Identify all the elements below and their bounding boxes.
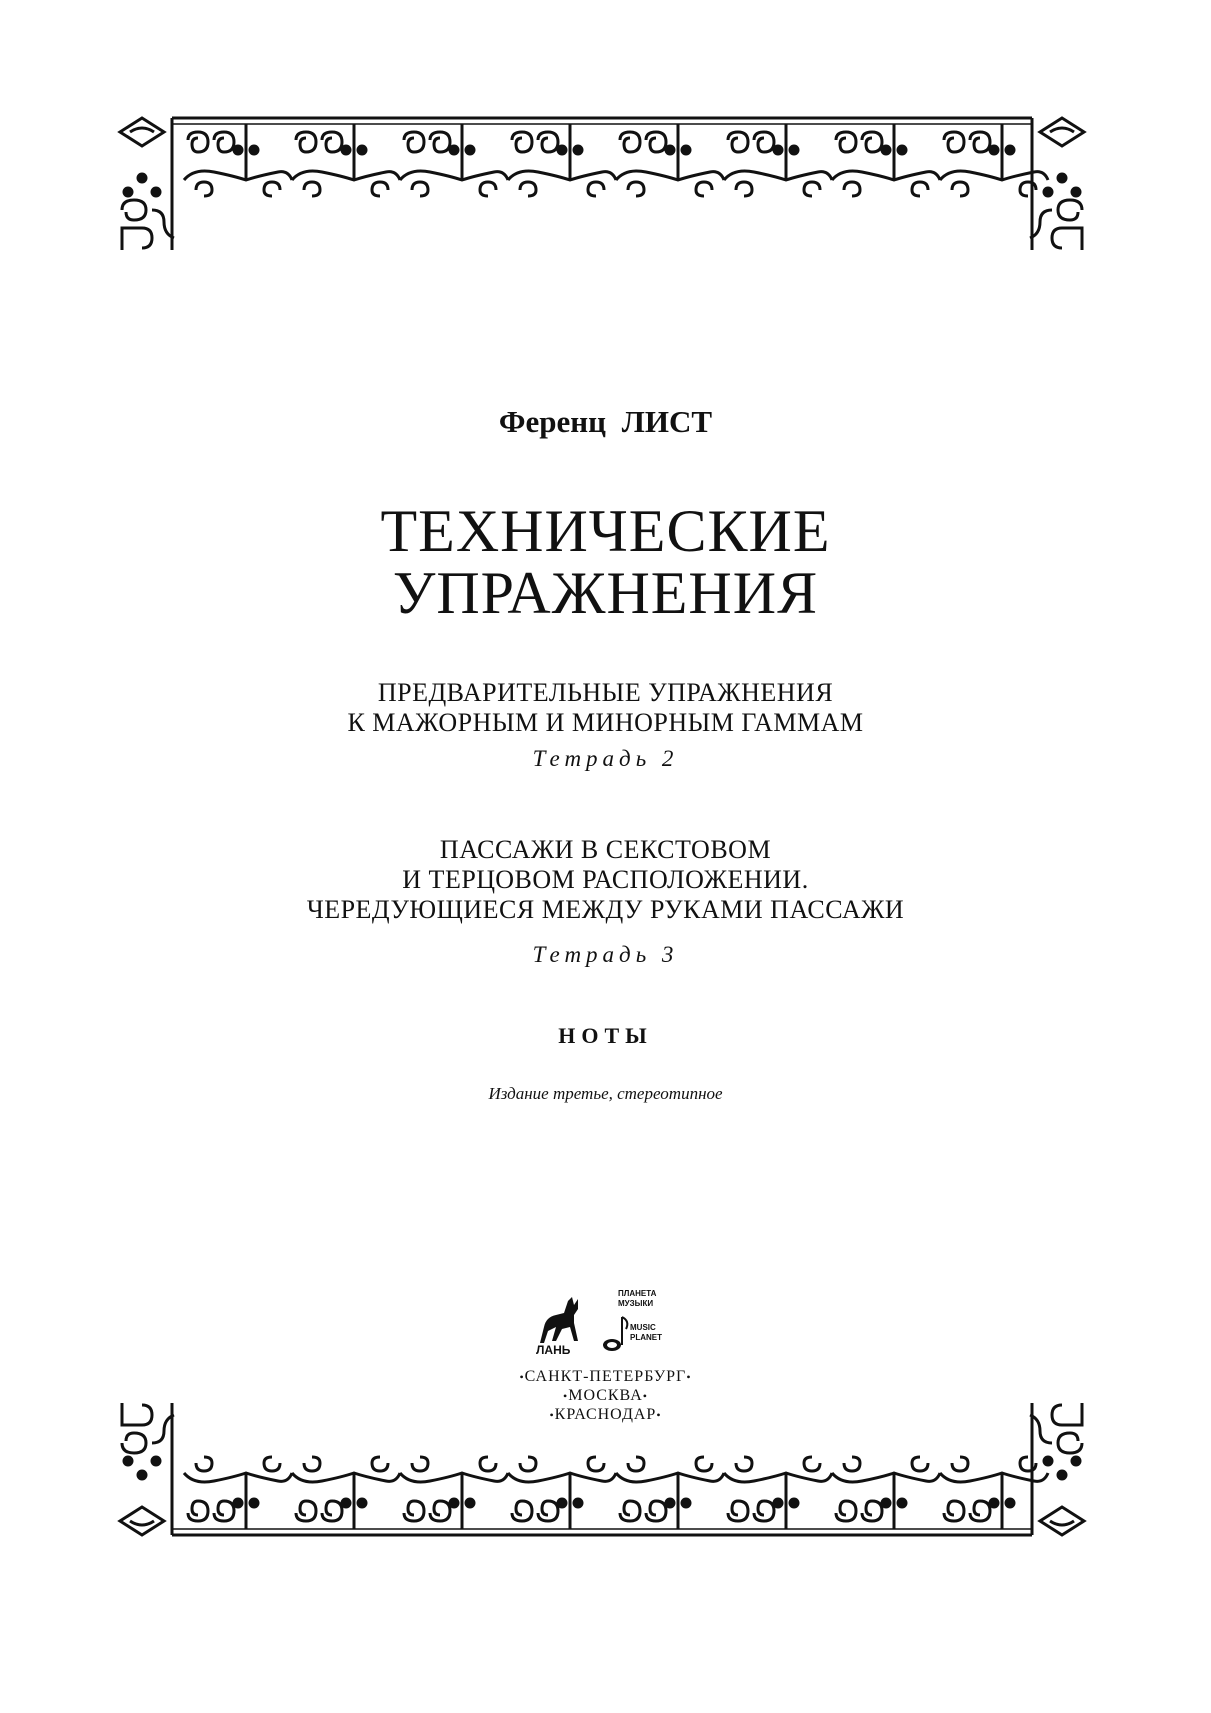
main-title-line-2: УПРАЖНЕНИЯ (392, 560, 819, 626)
separator-dot: • (656, 1408, 662, 1422)
city-st-petersburg (0, 1367, 1211, 1387)
notebook-3-label: Тетрадь 3 (532, 942, 679, 967)
ornament-scroll-row (184, 1457, 1048, 1529)
section-2-line-2: И ТЕРЦОВОМ РАСПОЛОЖЕНИИ. (402, 865, 809, 894)
logo-lan-text: ЛАНЬ (536, 1343, 571, 1357)
publisher-logo (534, 1287, 674, 1363)
separator-dot: • (563, 1389, 569, 1403)
top-ornament-icon (112, 110, 1092, 260)
section-2-title (0, 835, 1211, 925)
bottom-ornament-icon (112, 1393, 1092, 1543)
logo-planet-en-line-2: PLANET (630, 1333, 662, 1342)
separator-dot: • (519, 1370, 525, 1384)
edition-note: Издание третье, стереотипное (488, 1084, 723, 1103)
main-title-line-1: ТЕХНИЧЕСКИЕ (380, 498, 831, 564)
separator-dot: • (686, 1370, 692, 1384)
logo-planet-en (630, 1323, 662, 1343)
section-2-line-3: ЧЕРЕДУЮЩИЕСЯ МЕЖДУ РУКАМИ ПАССАЖИ (306, 895, 905, 924)
ornament-scroll-row (184, 124, 1048, 196)
city-name: САНКТ-ПЕТЕРБУРГ (524, 1368, 687, 1385)
section-2-line-1: ПАССАЖИ В СЕКСТОВОМ (439, 835, 772, 864)
author-name: Ференц ЛИСТ (498, 404, 713, 439)
main-title (0, 500, 1211, 624)
logo-planet-ru (618, 1289, 656, 1309)
section-1-title (0, 678, 1211, 738)
city-name: МОСКВА (568, 1387, 643, 1404)
notes-label: НОТЫ (558, 1023, 653, 1048)
music-note-icon (603, 1317, 627, 1351)
notebook-2-label: Тетрадь 2 (532, 746, 679, 771)
logo-planet-en-line-1: MUSIC (630, 1323, 656, 1332)
separator-dot: • (549, 1408, 555, 1422)
section-1-line-2: К МАЖОРНЫМ И МИНОРНЫМ ГАММАМ (347, 708, 864, 737)
logo-planet-ru-line-2: МУЗЫКИ (618, 1299, 654, 1308)
separator-dot: • (642, 1389, 648, 1403)
section-1-line-1: ПРЕДВАРИТЕЛЬНЫЕ УПРАЖНЕНИЯ (377, 678, 834, 707)
city-name: КРАСНОДАР (554, 1406, 657, 1423)
logo-planet-ru-line-1: ПЛАНЕТА (618, 1289, 657, 1298)
